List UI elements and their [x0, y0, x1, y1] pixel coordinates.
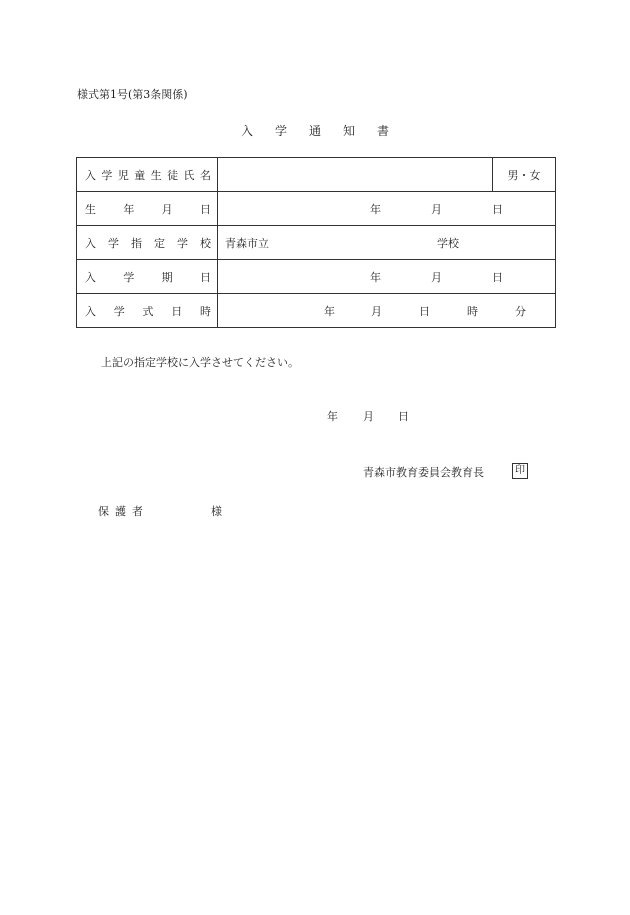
- title-char: 学: [274, 124, 287, 138]
- label-char: 徒: [167, 168, 179, 182]
- document-title: [0, 122, 630, 139]
- day-unit: 日: [492, 271, 503, 284]
- label-char: 入: [85, 236, 96, 250]
- year-unit: 年: [370, 203, 381, 216]
- guardian-line: [98, 503, 222, 519]
- label-char: 年: [123, 202, 135, 216]
- label-char: 児: [117, 168, 129, 182]
- minute-unit: 分: [515, 305, 526, 318]
- label-char: 学: [101, 168, 113, 182]
- label-char: 指: [131, 236, 142, 250]
- label-char: 日: [199, 270, 211, 284]
- student-name-label: [77, 158, 218, 192]
- sex-field[interactable]: 男・女: [493, 158, 556, 192]
- label-char: 学: [108, 236, 119, 250]
- year-unit: 年: [324, 305, 335, 318]
- row-birth-date: [77, 192, 556, 226]
- student-name-field[interactable]: [218, 158, 493, 192]
- school-field[interactable]: [218, 226, 556, 260]
- entry-date-label: [77, 260, 218, 294]
- label-char: 入: [85, 270, 96, 284]
- row-ceremony: [77, 294, 556, 328]
- label-char: 生: [150, 168, 162, 182]
- label-char: 学: [123, 270, 135, 284]
- month-unit: 月: [431, 203, 442, 216]
- label-char: 月: [161, 202, 173, 216]
- label-char: 入: [85, 304, 96, 318]
- school-prefix: 青森市立: [225, 237, 269, 250]
- label-char: 式: [142, 304, 154, 318]
- hour-unit: 時: [467, 305, 478, 318]
- ceremony-label: [77, 294, 218, 328]
- label-char: 氏: [183, 168, 195, 182]
- label-char: 名: [199, 168, 211, 182]
- school-suffix: 学校: [437, 237, 459, 250]
- month-unit: 月: [431, 271, 442, 284]
- label-char: 学: [113, 304, 125, 318]
- year-unit: 年: [370, 271, 381, 284]
- row-entry-date: [77, 260, 556, 294]
- guardian-honorific: 様: [211, 505, 222, 518]
- title-char: 入: [240, 124, 253, 138]
- birth-date-field[interactable]: [218, 192, 556, 226]
- label-char: 日: [171, 304, 183, 318]
- enrollment-table: [76, 157, 556, 328]
- title-char: 書: [377, 124, 390, 138]
- ceremony-field[interactable]: [218, 294, 556, 328]
- issue-month-unit: 月: [363, 410, 374, 423]
- birth-date-label: [77, 192, 218, 226]
- entry-date-field[interactable]: [218, 260, 556, 294]
- label-char: 日: [199, 202, 211, 216]
- issuer-name: 青森市教育委員会教育長: [363, 466, 484, 479]
- row-student-name: [77, 158, 556, 192]
- day-unit: 日: [492, 203, 503, 216]
- request-note: 上記の指定学校に入学させてください。: [101, 356, 299, 369]
- title-char: 通: [308, 124, 321, 138]
- label-char: 校: [200, 236, 211, 250]
- day-unit: 日: [419, 305, 430, 318]
- label-char: 生: [85, 202, 96, 216]
- label-char: 入: [85, 168, 96, 182]
- row-school: [77, 226, 556, 260]
- guardian-label: 保護者: [98, 505, 149, 518]
- label-char: 時: [200, 304, 211, 318]
- title-char: 知: [343, 124, 356, 138]
- school-label: [77, 226, 218, 260]
- issue-year-unit: 年: [327, 410, 338, 423]
- label-char: 童: [134, 168, 146, 182]
- issue-day-unit: 日: [398, 410, 409, 423]
- month-unit: 月: [371, 305, 382, 318]
- label-char: 定: [154, 236, 165, 250]
- label-char: 学: [177, 236, 188, 250]
- form-number: 様式第1号(第3条関係): [77, 88, 188, 101]
- seal-mark: 印: [512, 463, 528, 479]
- label-char: 期: [161, 270, 173, 284]
